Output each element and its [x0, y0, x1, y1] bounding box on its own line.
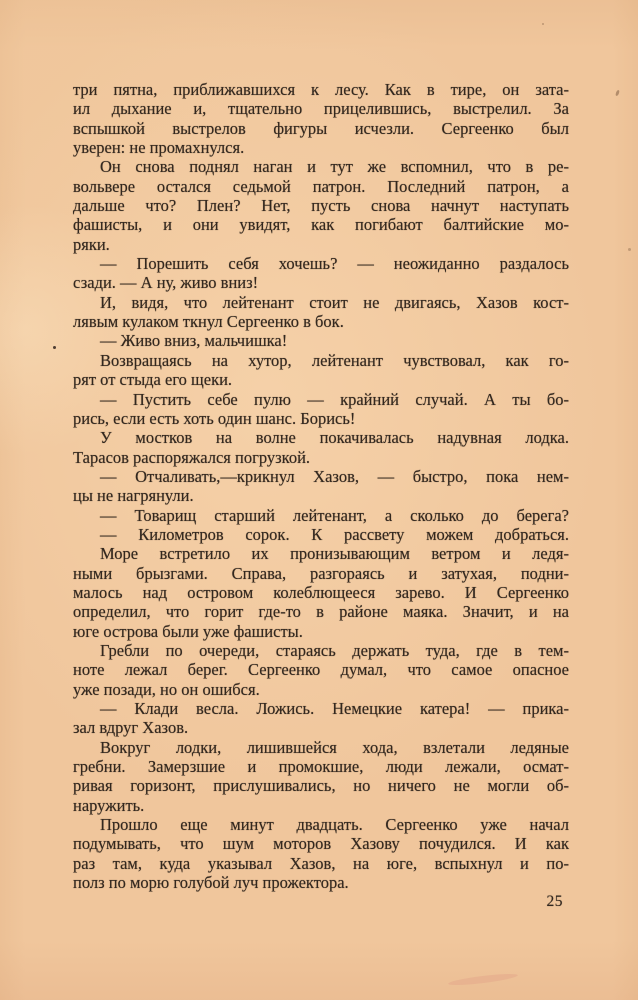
paper-speck	[542, 23, 544, 25]
text-line: три пятна, приближавшихся к лесу. Как в тире, он зата-	[73, 80, 569, 99]
text-line: сзади. — А ну, живо вниз!	[73, 273, 259, 293]
text-line: ряки.	[73, 234, 110, 254]
text-line: фашисты, и они увидят, как погибают балтийские мо-	[73, 215, 569, 235]
text-line: гребни. Замерзшие и промокшие, люди лежали, осмат-	[73, 757, 569, 777]
text-line: лявым кулаком ткнул Сергеенко в бок.	[73, 312, 344, 332]
text-line: малось над островом колеблющееся зарево. И Сергеенко	[73, 582, 569, 602]
text-block	[73, 80, 569, 892]
text-line: ными брызгами. Справа, разгораясь и затухая, подни-	[73, 563, 569, 583]
paper-smudge	[448, 972, 518, 987]
text-line: Море встретило их пронизывающим ветром и ледя-	[100, 544, 569, 564]
text-line: И, видя, что лейтенант стоит не двигаясь, Хазов кост-	[100, 292, 569, 312]
text-line: рись, если есть хоть один шанс. Борись!	[73, 408, 356, 428]
text-line: Возвращаясь на хутор, лейтенант чувствовал, как го-	[100, 350, 569, 370]
text-line: — Пустить себе пулю — крайний случай. А ты бо-	[100, 389, 569, 409]
paper-speck	[615, 90, 619, 97]
text-line: уверен: не промахнулся.	[73, 138, 245, 158]
text-line: Прошло еще минут двадцать. Сергеенко уже начал	[100, 815, 569, 835]
text-line: — Порешить себя хочешь? — неожиданно раздалось	[100, 254, 569, 274]
text-line: цы не нагрянули.	[73, 486, 194, 506]
text-line: зал вдруг Хазов.	[73, 718, 189, 738]
text-line: Тарасов распоряжался погрузкой.	[73, 447, 311, 467]
text-line: Гребли по очереди, стараясь держать туда, где в тем-	[100, 640, 569, 660]
text-line: наружить.	[73, 795, 145, 815]
text-line: полз по морю голубой луч прожектора.	[73, 873, 349, 893]
text-line: раз там, куда указывал Хазов, на юге, вспыхнул и по-	[73, 853, 569, 873]
text-line: ноте лежал берег. Сергеенко думал, что самое опасное	[73, 660, 569, 680]
text-line: — Живо вниз, мальчишка!	[100, 331, 288, 351]
text-line: вольвере остался седьмой патрон. Последний патрон, а	[73, 176, 569, 196]
text-line: У мостков на волне покачивалась надувная лодка.	[100, 428, 569, 448]
text-line: — Клади весла. Ложись. Немецкие катера! — прика-	[100, 699, 569, 718]
text-line: уже позади, но он ошибся.	[73, 679, 260, 699]
text-line: вспышкой выстрелов фигуры исчезли. Сергеенко был	[73, 118, 569, 138]
text-line: — Отчаливать,—крикнул Хазов, — быстро, пока нем-	[100, 466, 569, 486]
text-line: юге острова были уже фашисты.	[73, 621, 303, 641]
text-line: определил, что горит где-то в районе маяка. Значит, и на	[73, 602, 569, 622]
paper-speck	[628, 248, 631, 251]
text-line: Вокруг лодки, лишившейся хода, взлетали ледяные	[100, 737, 569, 757]
text-line: рят от стыда его щеки.	[73, 370, 233, 390]
text-line: Он снова поднял наган и тут же вспомнил, что в ре-	[100, 157, 569, 177]
page-number: 25	[546, 893, 563, 910]
text-line: дальше что? Плен? Нет, пусть снова начнут наступать	[73, 196, 569, 216]
text-line: — Товарищ старший лейтенант, а сколько до берега?	[100, 505, 569, 525]
text-line: ил дыхание и, тщательно прицелившись, выстрелил. За	[73, 99, 569, 119]
text-line: подумывать, что шум моторов Хазову почудился. И как	[73, 834, 569, 854]
text-line: — Километров сорок. К рассвету можем добраться.	[100, 524, 569, 544]
paper-speck	[53, 346, 56, 349]
text-line: ривая горизонт, прислушивались, но ничего не могли об-	[73, 776, 569, 796]
